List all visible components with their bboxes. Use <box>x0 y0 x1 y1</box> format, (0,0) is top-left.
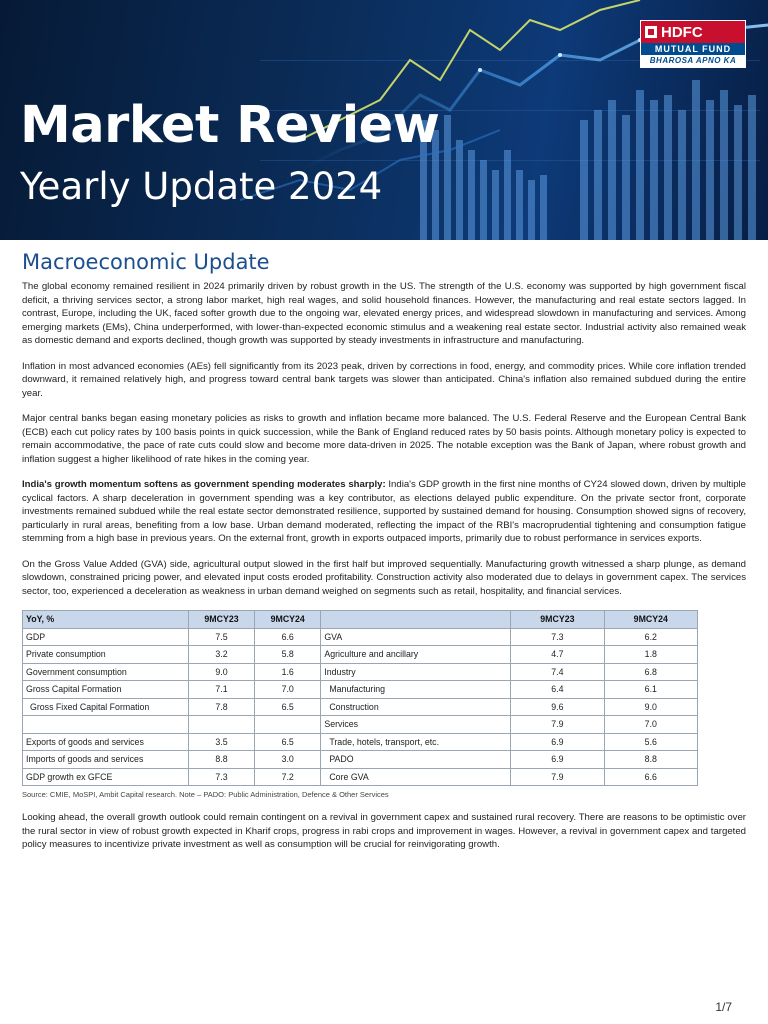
table-header-row <box>23 611 698 629</box>
table-cell: 6.5 <box>255 733 321 751</box>
table-header-cell <box>321 611 511 629</box>
table-cell: 7.5 <box>188 628 254 646</box>
table-cell: Industry <box>321 663 511 681</box>
paragraph-india-growth-body: India's GDP growth in the first nine months of CY24 slowed down, driven by multiple cyclical factors. A sharp deceleration in government spending was a key contributor, as elections delayed public expenditure. On the private sector front, corporate investments remained subdued while the real estate sector demonstrated resilience, supported by sustained demand for housing. Consumption showed signs of recovery, particularly in rural areas, benefiting from a low base. Urban demand moderated, reflecting the impact of the RBI's macroprudential tightening and consumption fatigue stemming from a high base in previous years. On the external front, growth in exports outpaced imports, primarily due to robust performance in services exports. <box>22 479 746 544</box>
table-cell: PADO <box>321 751 511 769</box>
table-cell: Imports of goods and services <box>23 751 189 769</box>
table-row <box>23 663 698 681</box>
table-cell: Exports of goods and services <box>23 733 189 751</box>
table-cell <box>255 716 321 734</box>
table-row <box>23 698 698 716</box>
table-cell: 6.1 <box>604 681 697 699</box>
table-cell: GVA <box>321 628 511 646</box>
table-cell: 6.9 <box>511 751 604 769</box>
table-cell: 4.7 <box>511 646 604 664</box>
table-cell: 7.9 <box>511 716 604 734</box>
header-banner <box>0 0 768 240</box>
paragraph-india-growth <box>22 478 746 546</box>
table-cell: GDP growth ex GFCE <box>23 768 189 786</box>
table-row <box>23 768 698 786</box>
table-cell: 7.3 <box>511 628 604 646</box>
paragraph-outlook: Looking ahead, the overall growth outlook could remain contingent on a revival in government capex and sustained rural recovery. There are reasons to be optimistic over the rural sector in view of robust growth expected in Kharif crops, progress in rabi crops and improvement in wages. However, a revival in government capex and targeted policy measures to incentivize private investment as well as consumption will be crucial for reinvigorating growth. <box>22 812 746 850</box>
table-cell: GDP <box>23 628 189 646</box>
table-header-cell: 9MCY24 <box>604 611 697 629</box>
table-cell: 3.0 <box>255 751 321 769</box>
growth-table <box>22 610 698 786</box>
table-cell: 7.4 <box>511 663 604 681</box>
table-source-note: Source: CMIE, MoSPI, Ambit Capital research. Note – PADO: Public Administration, Defence & Other Services <box>22 790 389 799</box>
table-cell: 9.0 <box>604 698 697 716</box>
table-cell: 7.9 <box>511 768 604 786</box>
table-cell: 8.8 <box>188 751 254 769</box>
table-cell: Agriculture and ancillary <box>321 646 511 664</box>
table-cell: 5.8 <box>255 646 321 664</box>
table-cell: 7.0 <box>604 716 697 734</box>
table-cell: 7.3 <box>188 768 254 786</box>
table-cell: Manufacturing <box>321 681 511 699</box>
table-row <box>23 751 698 769</box>
table-cell: 1.6 <box>255 663 321 681</box>
table-cell <box>23 716 189 734</box>
table-row <box>23 646 698 664</box>
table-cell: 6.2 <box>604 628 697 646</box>
page-number: 1/7 <box>715 1000 732 1014</box>
table-header-cell: 9MCY24 <box>255 611 321 629</box>
table-header-cell: YoY, % <box>23 611 189 629</box>
logo-brand: HDFC <box>661 23 703 41</box>
table-cell: 7.8 <box>188 698 254 716</box>
table-cell: 5.6 <box>604 733 697 751</box>
table-cell: 6.4 <box>511 681 604 699</box>
table-cell: Gross Capital Formation <box>23 681 189 699</box>
paragraph-gva: On the Gross Value Added (GVA) side, agricultural output slowed in the first half but improved sequentially. Manufacturing growth witnessed a sharp plunge, as demand slowdown, constrained pricing power, and elevated input costs eroded profitability. Construction activity also moderated due to delays in government capex. The services sector, too, experienced a deceleration as weakness in urban demand weighed on segments such as retail, hospitality, and financial services. <box>22 558 746 597</box>
paragraph-inflation: Inflation in most advanced economies (AEs) fell significantly from its 2023 peak, driven by corrections in food, energy, and commodity prices. While core inflation trended downward, it remained relatively high, and progress toward central bank targets was slower than anticipated. China's inflation also remained subdued during the entire year. <box>22 360 746 399</box>
table-row <box>23 716 698 734</box>
paragraph-india-growth-heading: India's growth momentum softens as government spending moderates sharply: <box>22 479 386 490</box>
table-header-cell: 9MCY23 <box>188 611 254 629</box>
table-cell <box>188 716 254 734</box>
table-cell: 8.8 <box>604 751 697 769</box>
table-cell: Core GVA <box>321 768 511 786</box>
hdfc-mark-icon <box>645 26 657 38</box>
table-cell: Gross Fixed Capital Formation <box>23 698 189 716</box>
section-title: Macroeconomic Update <box>22 250 270 274</box>
table-header-cell: 9MCY23 <box>511 611 604 629</box>
table-cell: 6.6 <box>255 628 321 646</box>
logo-tagline: BHAROSA APNO KA <box>649 56 737 65</box>
hdfc-mutual-fund-logo <box>640 20 746 68</box>
page-title: Market Review <box>20 96 440 155</box>
table-cell: 7.0 <box>255 681 321 699</box>
table-cell: Trade, hotels, transport, etc. <box>321 733 511 751</box>
paragraph-global-economy: The global economy remained resilient in 2024 primarily driven by robust growth in the US. The strength of the U.S. economy was supported by high government fiscal deficit, a thriving services sector, a strong labor market, high real wages, and solid household finances. However, the manufacturing and real estate sectors lagged. In contrast, Europe, including the UK, faced softer growth due to the ongoing war, elevated energy prices, and widespread slowdown in manufacturing and services. Among emerging markets (EMs), China underperformed, with lower-than-expected economic stimulus and a weakening real estate sector. Industrial activity also remained weak as domestic demand and exports declined, though growth was supported by steady investments in infrastructure and manufacturing. <box>22 281 746 346</box>
main-content <box>22 250 746 864</box>
table-cell: Government consumption <box>23 663 189 681</box>
table-cell: Services <box>321 716 511 734</box>
table-cell: Construction <box>321 698 511 716</box>
table-row <box>23 628 698 646</box>
table-cell: 9.0 <box>188 663 254 681</box>
table-cell: 7.2 <box>255 768 321 786</box>
table-cell: 6.9 <box>511 733 604 751</box>
table-cell: 1.8 <box>604 646 697 664</box>
table-cell: 6.5 <box>255 698 321 716</box>
logo-line2: MUTUAL FUND <box>641 43 745 55</box>
table-cell: 6.8 <box>604 663 697 681</box>
logo-brand-row <box>641 21 745 43</box>
table-cell: Private consumption <box>23 646 189 664</box>
table-cell: 7.1 <box>188 681 254 699</box>
paragraph-central-banks: Major central banks began easing monetary policies as risks to growth and inflation became more balanced. The U.S. Federal Reserve and the European Central Bank (ECB) each cut policy rates by 100 basis points in quick succession, while the Bank of England reduced rates by 50 basis points. Although monetary policy is expected to remain accommodative, the pace of rate cuts could slow and become more data-driven in 2025. The notable exception was the Bank of Japan, where robust growth and inflation suggest a higher likelihood of rate hikes in the coming year. <box>22 413 746 465</box>
table-row <box>23 681 698 699</box>
table-body <box>23 628 698 786</box>
table-cell: 6.6 <box>604 768 697 786</box>
page-subtitle: Yearly Update 2024 <box>20 165 383 208</box>
table-cell: 9.6 <box>511 698 604 716</box>
table-row <box>23 733 698 751</box>
table-cell: 3.5 <box>188 733 254 751</box>
table-cell: 3.2 <box>188 646 254 664</box>
